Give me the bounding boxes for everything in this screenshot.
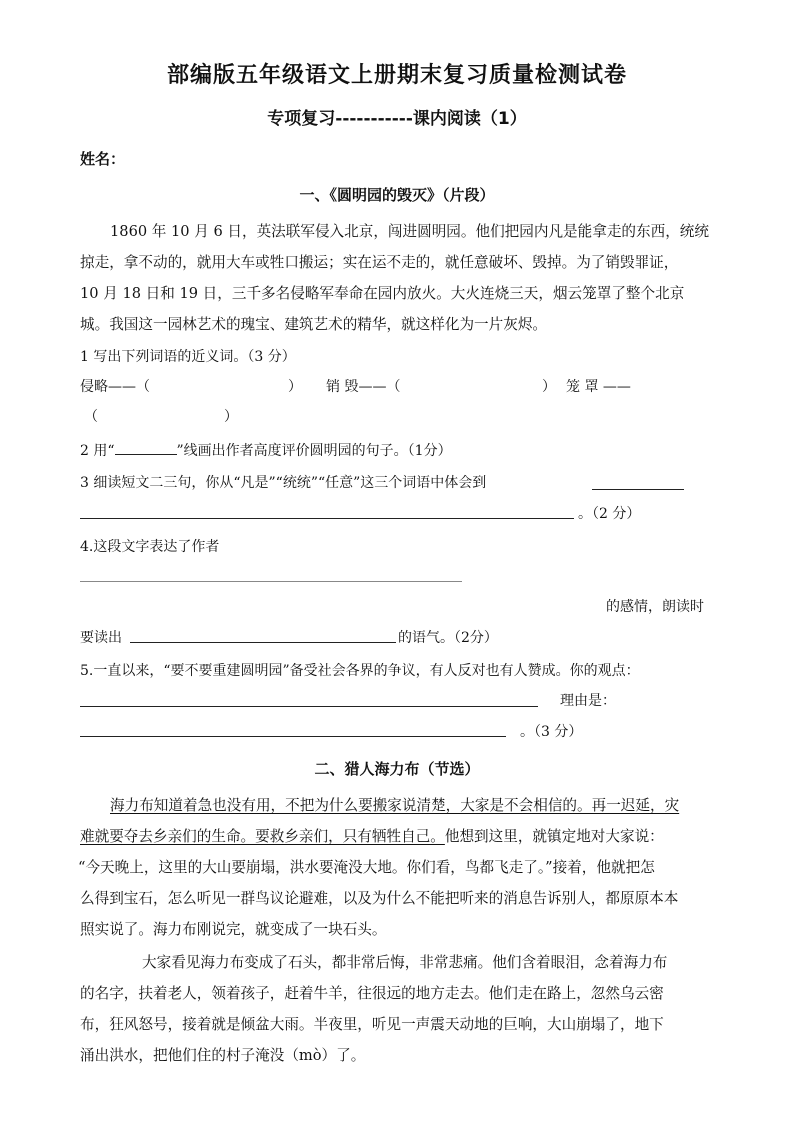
question1: 1 写出下列词语的近义词。（3 分） bbox=[80, 349, 296, 365]
q1-item1-close: ） bbox=[288, 379, 302, 395]
section1-title: 一、《圆明园的毁灭》（片段） bbox=[299, 186, 495, 204]
question2 bbox=[80, 440, 452, 460]
passage2-line4: 么得到宝石，怎么听见一群鸟议论避难，以及为什么不能把听来的消息告诉别人，都原原本本 bbox=[80, 890, 679, 907]
q5-reason-line[interactable] bbox=[80, 736, 506, 737]
q5-opinion-line[interactable] bbox=[80, 706, 538, 707]
q1-item3-open: （ bbox=[84, 409, 98, 425]
q2-suffix: ”线画出作者高度评价圆明园的句子。（1分） bbox=[176, 443, 452, 459]
passage1-line3: 10 月 18 日和 19 日，三千多名侵略军奉命在园内放火。大火连烧三天，烟云笼罩了整个北京 bbox=[80, 285, 685, 302]
passage2-p2-line4: 涌出洪水，把他们住的村子淹没（mò）了。 bbox=[80, 1047, 366, 1064]
passage2-p2-line2: 的名字，扶着老人，领着孩子，赶着牛羊，往很远的地方走去。他们走在路上，忽然乌云密 bbox=[80, 985, 664, 1002]
passage2-line3: “今天晚上，这里的大山要崩塌，洪水要淹没大地。你们看，鸟都飞走了。”接着，他就把怎 bbox=[78, 859, 655, 876]
name-label: 姓名： bbox=[80, 150, 126, 168]
q5-reason-label: 理由是： bbox=[560, 693, 616, 709]
q4-answer-line1[interactable] bbox=[80, 581, 462, 582]
q1-item3-close: ） bbox=[224, 409, 238, 425]
passage1-line2: 掠走，拿不动的，就用大车或牲口搬运；实在运不走的，就任意破坏、毁掉。为了销毁罪证， bbox=[80, 254, 679, 271]
section2-title: 二、猎人海力布（节选） bbox=[314, 760, 480, 778]
passage2-p2-line1: 大家看见海力布变成了石头，都非常后悔，非常悲痛。他们含着眼泪，念着海力布 bbox=[142, 954, 668, 971]
question3: 3 细读短文二三句，你从“凡是”“统统”“任意”这三个词语中体会到 bbox=[80, 475, 487, 491]
exam-title: 部编版五年级语文上册期末复习质量检测试卷 bbox=[166, 63, 627, 88]
q5-end: 。（3 分） bbox=[520, 724, 583, 740]
q2-blank[interactable] bbox=[115, 440, 177, 455]
passage2-p2-line3: 布，狂风怒号，接着就是倾盆大雨。半夜里，听见一声震天动地的巨响，大山崩塌了，地下 bbox=[80, 1016, 664, 1033]
question5: 5.一直以来，“要不要重建圆明园”备受社会各界的争议，有人反对也有人赞成。你的观点： bbox=[80, 663, 640, 679]
q1-item2-label: 销 毁——（ bbox=[326, 379, 401, 395]
passage2-line2 bbox=[80, 825, 664, 846]
passage1-line4: 城。我国这一园林艺术的瑰宝、建筑艺术的精华，就这样化为一片灰烬。 bbox=[80, 316, 548, 333]
passage2-line2-underlined: 难就要夺去乡亲们的生命。要救乡亲们，只有牺牲自己。 bbox=[80, 828, 445, 845]
question4: 4.这段文字表达了作者 bbox=[80, 539, 220, 555]
q1-item3-label: 笼 罩 —— bbox=[566, 379, 631, 395]
q4-line2-prefix: 要读出 bbox=[80, 630, 122, 646]
q3-answer-line1[interactable] bbox=[592, 489, 684, 490]
passage2-line5: 照实说了。海力布刚说完，就变成了一块石头。 bbox=[80, 921, 387, 938]
q1-item2-close: ） bbox=[542, 379, 556, 395]
q1-item1-label: 侵略——（ bbox=[80, 379, 150, 395]
passage2-line2-rest: 他想到这里，就镇定地对大家说： bbox=[444, 828, 664, 845]
q3-answer-line2[interactable] bbox=[80, 518, 574, 519]
q4-answer-line2[interactable] bbox=[130, 642, 396, 643]
q4-line2-suffix: 的语气。（2分） bbox=[398, 630, 498, 646]
q2-prefix: 2 用“ bbox=[80, 443, 115, 459]
passage2-line1: 海力布知道着急也没有用，不把为什么要搬家说清楚，大家是不会相信的。再一迟延，灾 bbox=[110, 797, 680, 814]
passage1-line1: 1860 年 10 月 6 日，英法联军侵入北京，闯进圆明园。他们把园内凡是能拿走的东西，统统 bbox=[110, 223, 709, 240]
q3-end: 。（2 分） bbox=[578, 506, 641, 522]
q4-tail: 的感情，朗读时 bbox=[606, 599, 704, 615]
exam-subtitle: 专项复习-----------课内阅读（1） bbox=[267, 109, 527, 129]
